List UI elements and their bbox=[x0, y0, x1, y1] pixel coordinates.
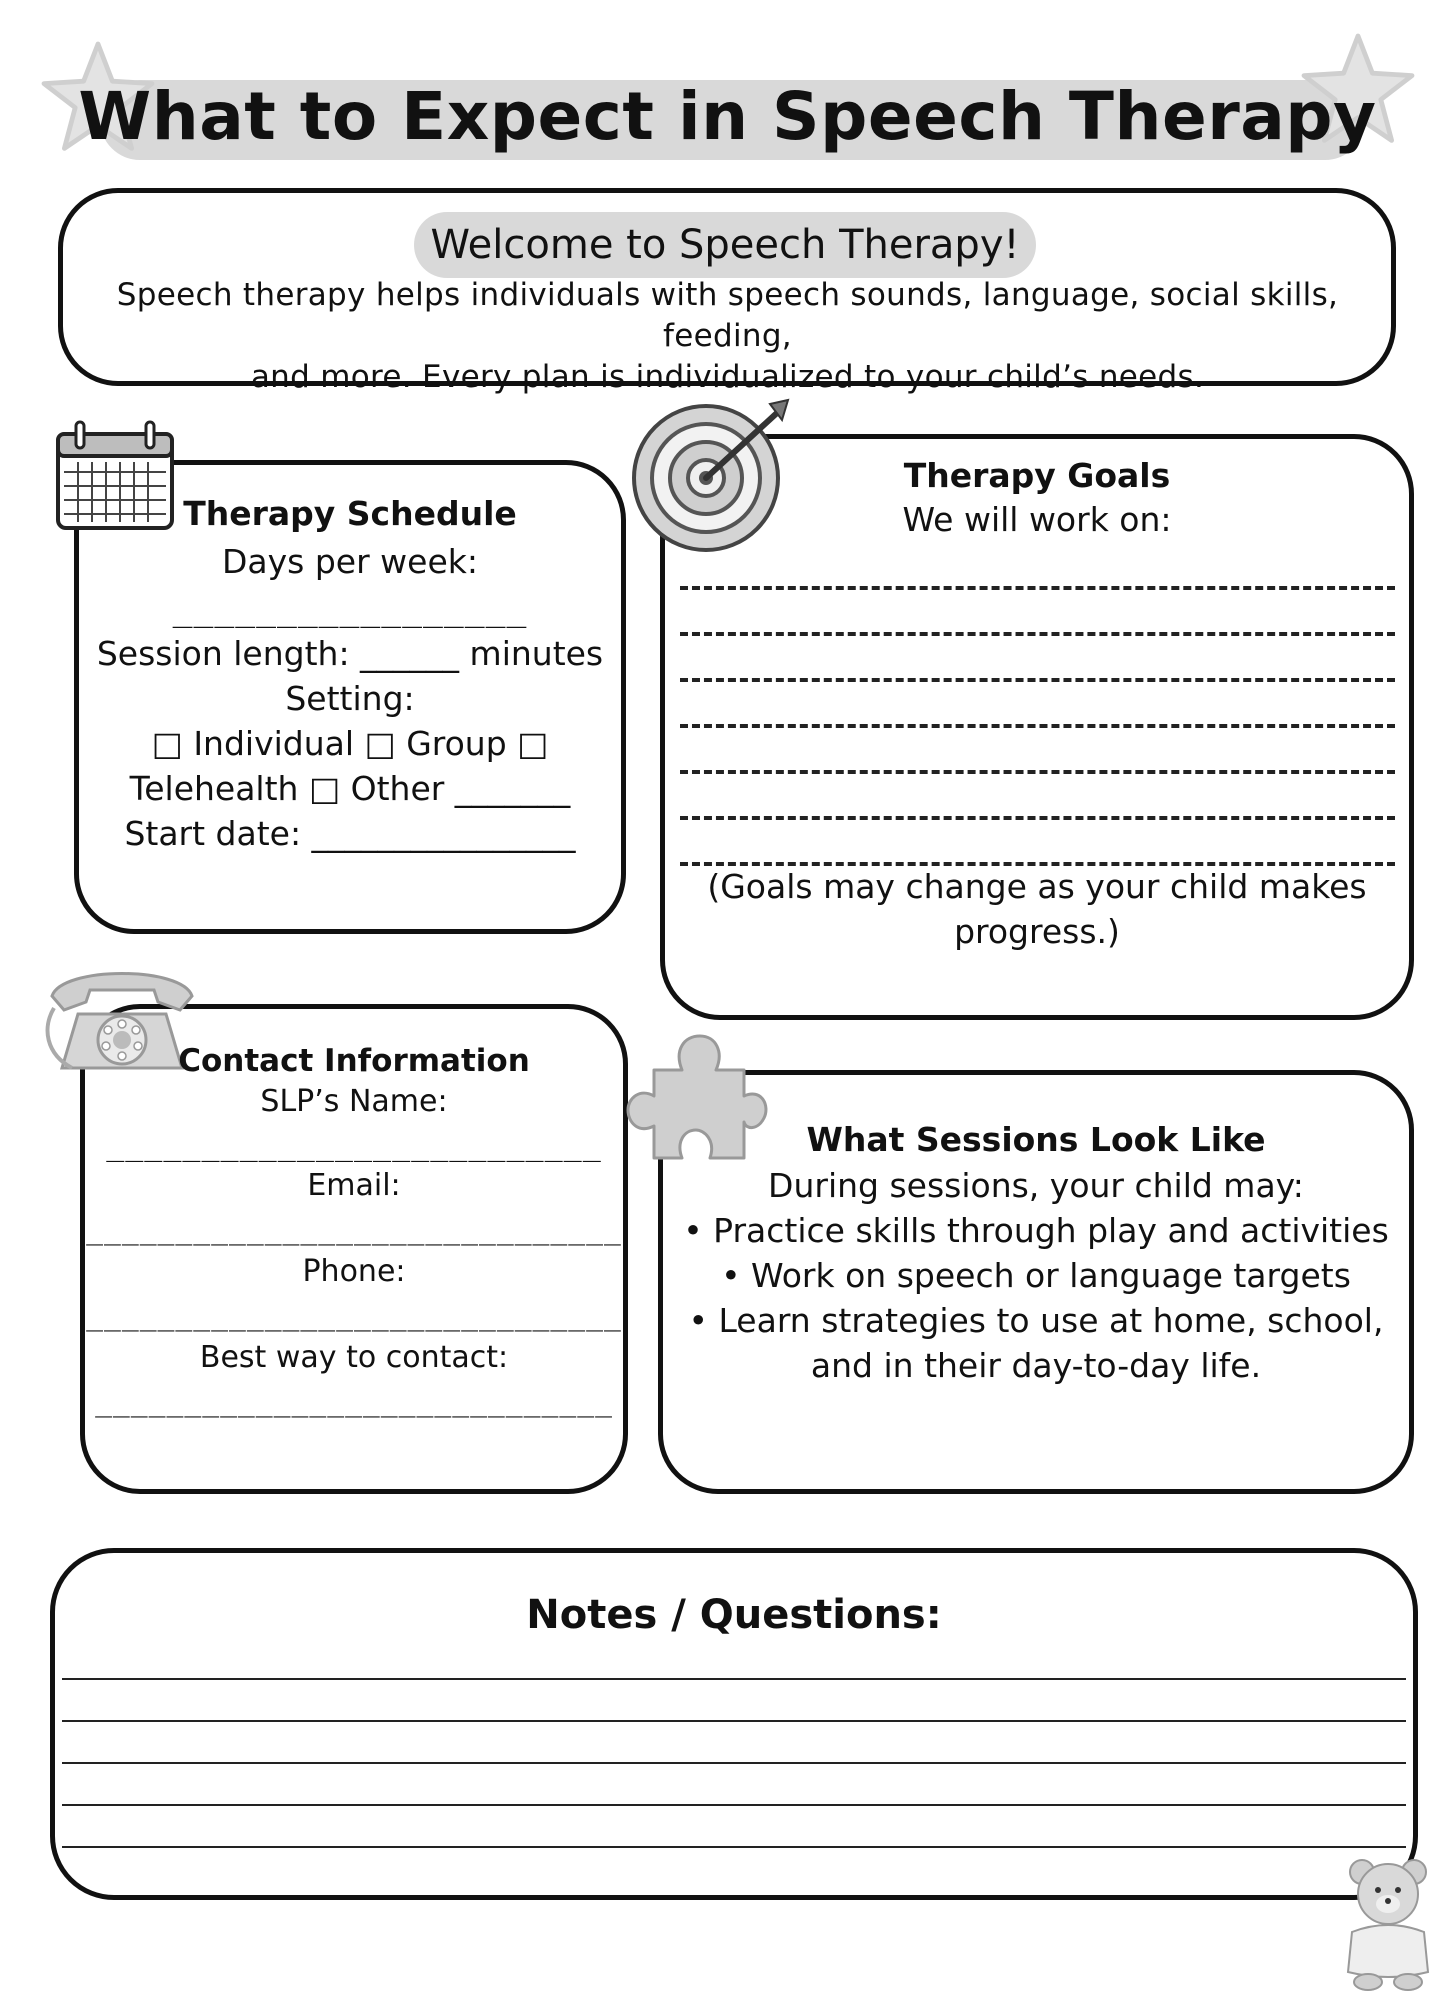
phone-label: Phone: bbox=[302, 1254, 406, 1289]
goals-header bbox=[664, 456, 1410, 542]
sessions-bullet-continuation: and in their day-to-day life. bbox=[810, 1346, 1262, 1385]
notes-line[interactable] bbox=[62, 1804, 1406, 1806]
setting-label: Setting: bbox=[285, 679, 415, 718]
welcome-text-line: and more. Every plan is individualized to your child’s needs. bbox=[250, 359, 1205, 395]
goal-line[interactable] bbox=[680, 816, 1395, 820]
contact-title: Contact Information bbox=[178, 1043, 530, 1079]
sessions-bullet: • Practice skills through play and activities bbox=[683, 1211, 1389, 1250]
sessions-bullet: • Work on speech or language targets bbox=[721, 1256, 1351, 1295]
goals-title: Therapy Goals bbox=[903, 456, 1171, 495]
contact-content bbox=[84, 1040, 624, 1424]
notes-title: Notes / Questions: bbox=[526, 1592, 942, 1638]
goals-note bbox=[664, 864, 1410, 954]
setting-options-row2[interactable]: Telehealth □ Other _______ bbox=[129, 769, 571, 808]
teddy-bear-logo bbox=[1338, 1856, 1438, 1992]
welcome-text bbox=[80, 275, 1375, 398]
goal-line[interactable] bbox=[680, 632, 1395, 636]
goal-line[interactable] bbox=[680, 724, 1395, 728]
best-way-blank[interactable]: _____________________________ bbox=[95, 1385, 613, 1418]
days-label: Days per week: bbox=[222, 542, 478, 581]
schedule-content bbox=[80, 494, 620, 856]
notes-line[interactable] bbox=[62, 1762, 1406, 1764]
notes-line[interactable] bbox=[62, 1720, 1406, 1722]
page-title: What to Expect in Speech Therapy bbox=[78, 78, 1377, 155]
email-blank[interactable]: ______________________________ bbox=[86, 1213, 622, 1246]
name-label: SLP’s Name: bbox=[260, 1084, 448, 1119]
welcome-text-line: Speech therapy helps individuals with speech sounds, language, social skills, feeding, bbox=[116, 277, 1339, 354]
sessions-intro: During sessions, your child may: bbox=[768, 1166, 1304, 1205]
sessions-title: What Sessions Look Like bbox=[806, 1120, 1266, 1159]
goal-line[interactable] bbox=[680, 586, 1395, 590]
goals-note-line: (Goals may change as your child makes bbox=[707, 867, 1367, 906]
best-way-label: Best way to contact: bbox=[199, 1340, 509, 1375]
session-length[interactable]: Session length: ______ minutes bbox=[96, 634, 604, 673]
goals-subtitle: We will work on: bbox=[902, 500, 1172, 539]
email-label: Email: bbox=[307, 1168, 401, 1203]
setting-options-row1[interactable]: □ Individual □ Group □ bbox=[151, 724, 549, 763]
notes-line[interactable] bbox=[62, 1678, 1406, 1680]
days-blank[interactable]: _________________ bbox=[172, 589, 528, 628]
goals-note-line: progress.) bbox=[954, 912, 1120, 951]
welcome-heading: Welcome to Speech Therapy! bbox=[414, 212, 1036, 278]
start-date[interactable]: Start date: ________________ bbox=[124, 814, 576, 853]
goal-line[interactable] bbox=[680, 770, 1395, 774]
phone-blank[interactable]: ______________________________ bbox=[86, 1299, 622, 1332]
notes-line[interactable] bbox=[62, 1846, 1406, 1848]
name-blank[interactable]: __________________________ bbox=[106, 1128, 602, 1163]
schedule-title: Therapy Schedule bbox=[183, 494, 517, 533]
sessions-content bbox=[662, 1120, 1410, 1388]
sessions-bullet: • Learn strategies to use at home, school, bbox=[688, 1301, 1384, 1340]
goal-line[interactable] bbox=[680, 678, 1395, 682]
